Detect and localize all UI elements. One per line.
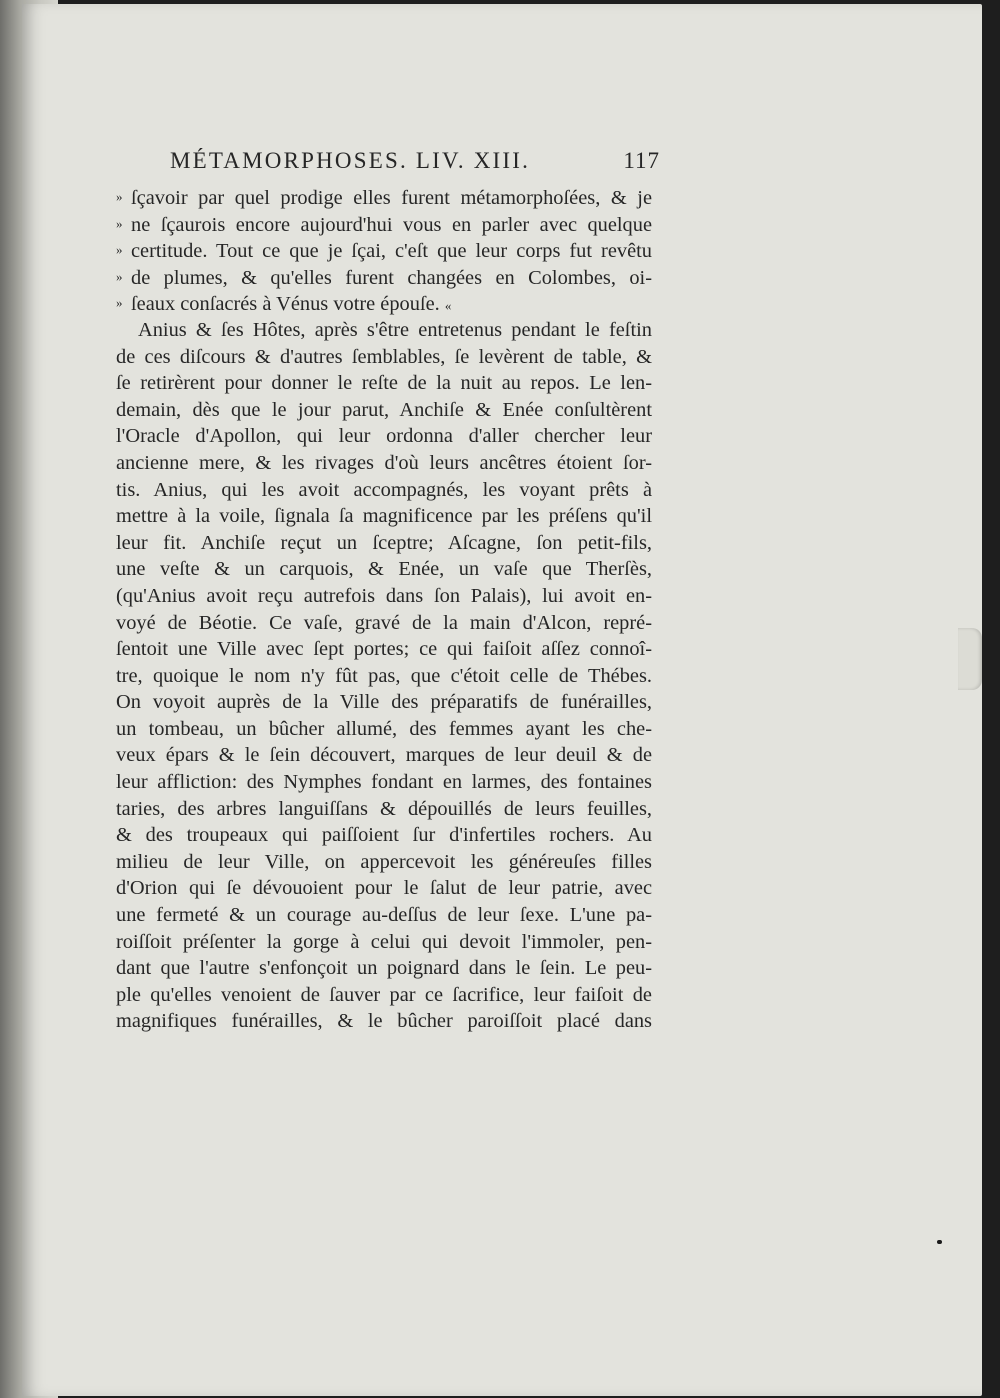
text-line: » ſçavoir par quel prodige elles furent métamorphoſées, & je [116,184,652,211]
text-line: une veſte & un carquois, & Enée, un vaſe que Therſès, [116,558,652,581]
text-line: voyé de Béotie. Ce vaſe, gravé de la main d'Alcon, repré- [116,611,652,634]
text-line: une fermeté & un courage au-deſſus de leur ſexe. L'une pa- [116,904,652,927]
text-line: On voyoit auprès de la Ville des préparatifs de funérailles, [116,691,652,714]
ink-speck [937,1240,942,1244]
quote-mark: » [116,242,123,258]
text-line: demain, dès que le jour parut, Anchiſe & Enée conſultèrent [116,398,652,421]
text-line: (qu'Anius avoit reçu autrefois dans ſon Palais), lui avoit en- [116,584,652,607]
text-line: » de plumes, & qu'elles furent changées en Colombes, oi- [116,264,652,291]
quote-mark: » [116,189,123,204]
text-line: tis. Anius, qui les avoit accompagnés, les voyant prêts à [116,478,652,501]
text-line: mettre à la voile, ſignala ſa magnificence par les préſens qu'il [116,505,652,528]
text-line: Anius & ſes Hôtes, après s'être entretenus pendant le feſtin [138,318,652,341]
text-line: ple qu'elles venoient de ſauver par ce ſacrifice, leur faiſoit de [116,983,652,1006]
text-line: » ne ſçaurois encore aujourd'hui vous en parler avec quelque [116,211,652,238]
text-line: d'Orion qui ſe dévouoient pour le ſalut de leur patrie, avec [116,877,652,900]
running-head [170,148,660,174]
page-number: 117 [623,148,660,173]
text-line: ancienne mere, & les rivages d'où leurs ancêtres étoient ſor- [116,451,652,474]
text-line: » certitude. Tout ce que je ſçai, c'eſt que leur corps fut revêtu [116,237,652,264]
text-line: de ces diſcours & d'autres ſemblables, ſe levèrent de table, & [116,345,652,368]
text-line: un tombeau, un bûcher allumé, des femmes ayant les che- [116,717,652,740]
body-text [116,184,652,1035]
text-line: leur fit. Anchiſe reçut un ſceptre; Aſcagne, ſon petit-fils, [116,531,652,554]
text-line: & des troupeaux qui paiſſoient ſur d'infertiles rochers. Au [116,824,652,847]
text-line: ſe retirèrent pour donner le reſte de la nuit au repos. Le len- [116,372,652,395]
text-line: leur affliction: des Nymphes fondant en larmes, des fontaines [116,771,652,794]
text-line: dant que l'autre s'enfonçoit un poignard dans le ſein. Le peu- [116,957,652,980]
text-line: tre, quoique le nom n'y fût pas, que c'étoit celle de Thébes. [116,664,652,687]
text-line: magnifiques funérailles, & le bûcher paroiſſoit placé dans [116,1010,652,1033]
quote-mark: » [116,215,123,231]
closing-quote-mark: « [444,298,452,314]
running-head-title: MÉTAMORPHOSES. LIV. XIII. [170,148,531,173]
text-line: veux épars & le ſein découvert, marques de leur deuil & de [116,744,652,767]
text-line: taries, des arbres languiſſans & dépouillés de leurs feuilles, [116,797,652,820]
text-line: ſentoit une Ville avec ſept portes; ce qui faiſoit aſſez connoî- [116,638,652,661]
text-line: roiſſoit préſenter la gorge à celui qui devoit l'immoler, pen- [116,930,652,953]
text-line: milieu de leur Ville, on appercevoit les généreuſes filles [116,850,652,873]
quote-mark: » [116,268,123,284]
page-edge-tab [958,628,982,690]
quote-mark: » [116,295,123,311]
text-line: l'Oracle d'Apollon, qui leur ordonna d'aller chercher leur [116,425,652,448]
text-line: » ſeaux conſacrés à Vénus votre épouſe. « [116,290,652,317]
